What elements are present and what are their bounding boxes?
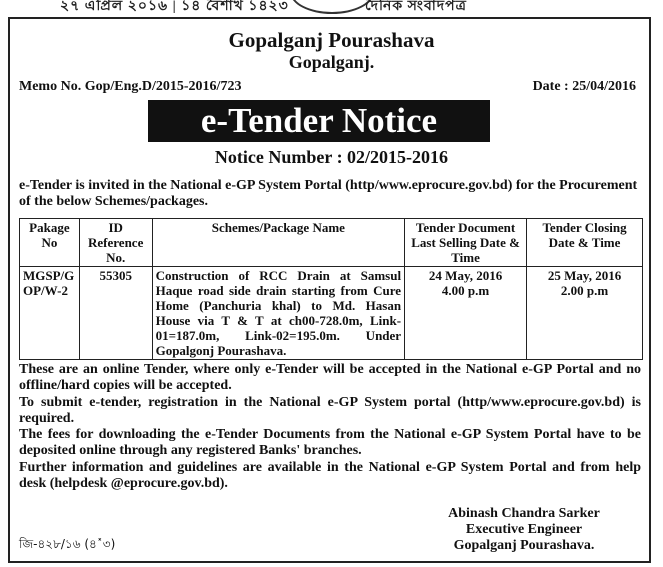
e-tender-banner: e-Tender Notice [148, 100, 490, 142]
header-newspaper-text: দৈনিক সংবাদপত্র [365, 0, 467, 14]
instruction-fees: The fees for downloading the e-Tender Documents from the National e-GP System Portal have to be deposited online through any registered Banks' branches. [19, 427, 641, 459]
advertisement-code: জি-৪২৮/১৬ (৪˟৩) [19, 537, 116, 551]
signatory-office: Gopalganj Pourashava. [453, 538, 595, 553]
header-id-reference: ID Reference No. [79, 219, 152, 267]
header-date-text: ২৭ এপ্রিল ২০১৬ | ১৪ বৈশাখ ১৪২৩ [60, 0, 289, 14]
closing-time: 2.00 p.m [560, 283, 609, 298]
signature-block [424, 506, 624, 554]
header-package-no: Pakage No [20, 219, 80, 267]
newspaper-header-strip [0, 0, 663, 18]
closing-date: 25 May, 2016 [547, 268, 622, 283]
header-scheme-name: Schemes/Package Name [152, 219, 404, 267]
cell-last-selling [405, 267, 527, 360]
location-title: Gopalganj. [288, 52, 375, 72]
intro-paragraph: e-Tender is invited in the National e-GP System Portal (http/www.eprocure.gov.bd) for the Procurement of the below Schemes/packages. [19, 178, 638, 209]
instruction-online-tender: These are an online Tender, where only e-Tender will be accepted in the National e-GP Portal and no offline/hard copies will be accepted. [19, 362, 641, 394]
last-selling-time: 4.00 p.m [441, 283, 490, 298]
header-closing: Tender Closing Date & Time [527, 219, 643, 267]
cell-id-reference: 55305 [79, 267, 152, 360]
notice-date: Date : 25/04/2016 [532, 79, 636, 94]
instructions-block [19, 362, 641, 492]
instruction-registration: To submit e-tender, registration in the National e-GP System portal (http/www.eprocure.gov.bd) is required. [19, 394, 641, 426]
signatory-name: Abinash Chandra Sarker [448, 506, 600, 521]
signatory-designation: Executive Engineer [465, 522, 583, 537]
cell-package-no: MGSP/GOP/W-2 [20, 267, 80, 360]
cell-scheme-name: Construction of RCC Drain at Samsul Haque road side drain starting from Cure Home (Panchuria khal) to Md. Hasan House via T & T at ch00-728.0m, Link-01=187.0m, Link-02=195.0m. Under Gopalgonj Pourashava. [152, 267, 404, 360]
notice-number: Notice Number : 02/2015-2016 [214, 147, 449, 167]
table-row [20, 267, 643, 360]
instruction-further-info: Further information and guidelines are available in the National e-GP System Portal and from help desk (helpdesk @eprocure.gov.bd). [19, 459, 641, 492]
header-last-selling: Tender Document Last Selling Date & Time [405, 219, 527, 267]
cell-closing [527, 267, 643, 360]
organization-title: Gopalganj Pourashava [228, 28, 435, 52]
last-selling-date: 24 May, 2016 [428, 268, 503, 283]
memo-number: Memo No. Gop/Eng.D/2015-2016/723 [19, 79, 242, 94]
header-emblem-arc [290, 0, 374, 14]
table-header-row [20, 219, 643, 267]
tender-table [19, 218, 643, 360]
